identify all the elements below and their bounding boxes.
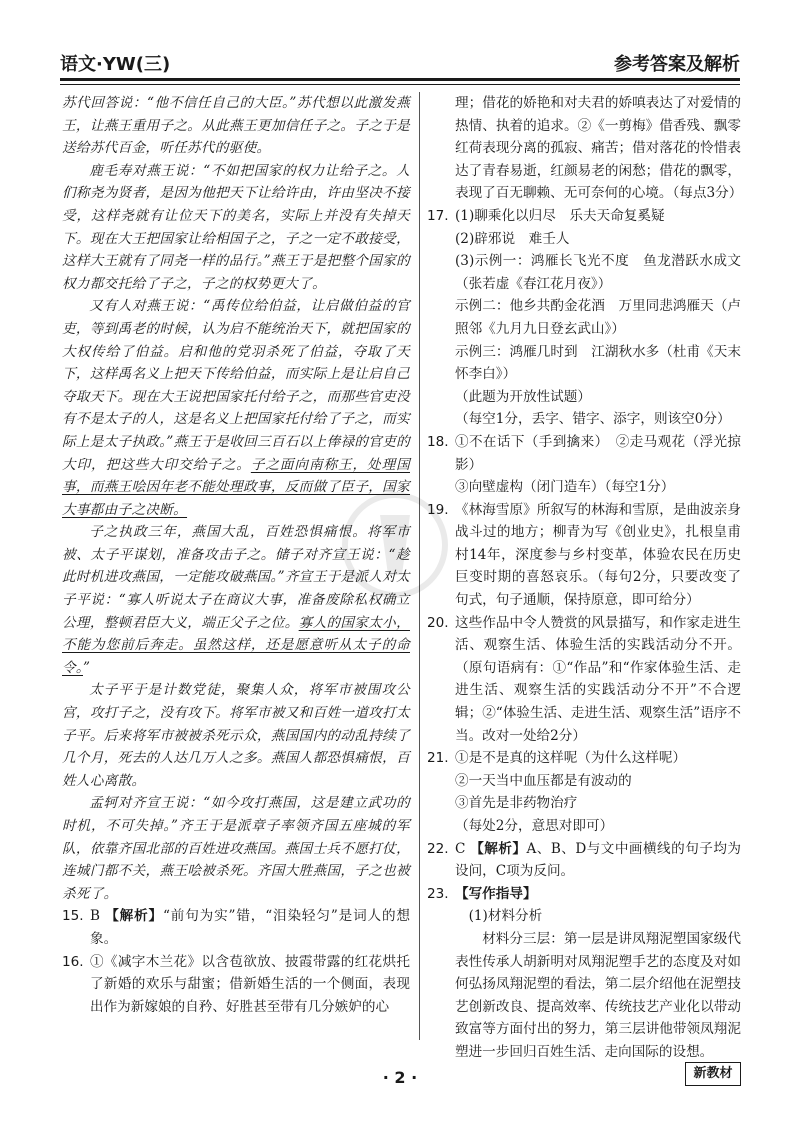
answer-line: ③向壁虚构（闭门造车）（每空1分） <box>455 479 675 496</box>
answer-text: A、B、D与文中画横线的句子均为设问，C项为反问。 <box>455 840 741 880</box>
analysis-tag: 【解析】 <box>470 840 527 857</box>
edition-badge: 新教材 <box>685 1062 741 1086</box>
question-17 <box>427 205 741 431</box>
answer-line: (1)聊乘化以归尽 乐夫天命复奚疑 <box>455 207 665 224</box>
translation-text: 又有人对燕王说：“禹传位给伯益，让启做伯益的官吏，等到禹老的时候，认为启不能统治天下，就把国家的大权传给了伯益。启和他的党羽杀死了伯益，夺取了天下，这样禹名义上把天下传给伯益，而实际上是让启自己夺取天下。现在大王说把国家托付给子之，而那些官吏没有不是太子的人，这是名义上把国家托付给了子之，而实际上是太子执政。”燕王于是收回三百石以上俸禄的官吏的大印，把这些大印交给子之。 <box>62 298 410 473</box>
answer-note: （每空1分，丢字、错字、添字，则该空0分） <box>455 411 731 428</box>
answer-line: (2)辟邪说 难壬人 <box>455 230 570 247</box>
translation-paragraph: 太子平于是计数党徒，聚集人众，将军市被围攻公宫，攻打子之，没有攻下。将军市被又和百姓一道攻打太子平。后来将军市被被杀死示众，燕国国内的动乱持续了几个月，死去的人达几万人之多。燕国人都恐惧痛恨，百姓人心离散。 <box>62 682 410 789</box>
translation-paragraph: 孟轲对齐宣王说：“如今攻打燕国，这是建立武功的时机，不可失掉。”齐王于是派章子率领齐国五座城的军队，依靠齐国北部的百姓进攻燕国。燕国士兵不愿打仗，连城门都不关，燕王哙被杀死。齐国大胜燕国，子之也被杀死了。 <box>62 795 410 902</box>
writing-guide-heading: 【写作指导】 <box>455 885 537 902</box>
translation-paragraph: 鹿毛寿对燕王说：“不如把国家的权力让给子之。人们称尧为贤者，是因为他把天下让给许由，许由坚决不接受，这样尧就有让位天下的美名，实际上并没有失掉天下。现在大王把国家让给相国子之，子之一定不敢接受，这样大王就有了同尧一样的品行。”燕王于是把整个国家的权力都交托给了子之，子之的权势更大了。 <box>62 162 410 292</box>
question-number: 15. <box>62 908 84 925</box>
question-number: 19. <box>427 501 449 518</box>
question-19 <box>427 499 741 612</box>
subject-title: 语文·YW(三) <box>60 54 171 75</box>
answer-line: ②一天当中血压都是有波动的 <box>455 772 632 789</box>
answer-line: 示例三：鸿雁几时到 江湖秋水多（杜甫《天末怀李白》） <box>455 343 741 383</box>
translation-text: ” <box>83 659 91 676</box>
question-number: 21. <box>427 750 449 767</box>
translation-text: 子之执政三年，燕国大乱，百姓恐惧痛恨。将军市被、太子平谋划，准备攻击子之。储子对齐宣王说：“趁此时机进攻燕国，一定能攻破燕国。”齐宣王于是派人对太子平说：“寡人听说太子在商议大事，准备废除私权确立公理，整顿君臣大义，端正父子之位。 <box>62 524 410 631</box>
underlined-sentence: 子之面向南称王，处理国事，而燕王哙因年老不能处理政事，反而做了臣子，国家大事都由子之决断。 <box>62 456 410 518</box>
answer-note: （每处2分，意思对即可） <box>455 818 614 834</box>
question-16-continued <box>427 92 741 205</box>
left-column <box>62 92 410 1018</box>
question-number: 20. <box>427 614 449 631</box>
question-21 <box>427 747 741 837</box>
answer-text: 《林海雪原》所叙写的林海和雪原，是曲波亲身战斗过的地方；柳青为写《创业史》，扎根皇甫村14年，深度参与乡村变革，体验农民在历史巨变时期的喜怒哀乐。（每句2分，只要改变了句式，句子通顺，保持原意，即可给分） <box>455 501 741 609</box>
question-number: 18. <box>427 433 449 450</box>
answer-line: (3)示例一：鸿雁长飞光不度 鱼龙潜跃水成文（张若虚《春江花月夜》） <box>455 253 741 292</box>
page-header <box>60 50 740 76</box>
page-number: · 2 · <box>382 1068 418 1087</box>
answer-text: 理；借花的娇艳和对夫君的娇嗔表达了对爱情的热情、执着的追求。②《一剪梅》借香残、飘零红荷表现分离的孤寂、痛苦；借对落花的怜惜表达了青春易逝，红颜易老的闲愁；借花的飘零，表现了百无聊赖、无可奈何的心境。（每点3分） <box>455 95 743 202</box>
question-20 <box>427 612 741 748</box>
question-number: 23. <box>427 885 449 902</box>
question-16 <box>62 951 410 1019</box>
header-rule-thick <box>60 78 740 81</box>
answer-note: （此题为开放性试题） <box>455 388 591 405</box>
question-number: 17. <box>427 207 449 224</box>
answer-letter: B <box>90 908 100 925</box>
question-22 <box>427 838 741 883</box>
answer-line: 示例二：他乡共酌金花酒 万里同悲鸿雁天（卢照邻《九月九日登玄武山》） <box>455 298 741 337</box>
translation-paragraph <box>62 521 410 679</box>
answer-letter: C <box>455 840 466 857</box>
answer-text: ①《减字木兰花》以含苞欲放、披霞带露的红花烘托了新婚的欢乐与甜蜜；借新婚生活的一个侧面，表现出作为新嫁娘的自矜、好胜甚至带有几分嫉妒的心 <box>90 953 410 1015</box>
translation-paragraph <box>62 295 410 521</box>
answer-line: ③首先是非药物治疗 <box>455 795 578 812</box>
question-23 <box>427 883 741 1064</box>
answer-text: “前句为实”错，“泪染轻匀”是词人的想象。 <box>90 908 410 947</box>
question-number: 16. <box>62 953 84 970</box>
answer-line: ①不在话下（手到擒来） ②走马观花（浮光掠影） <box>455 433 741 473</box>
underlined-sentence: 寡人的国家太小，不能为您前后奔走。虽然这样，还是愿意听从太子的命令。 <box>62 614 410 676</box>
question-15 <box>62 905 410 950</box>
answer-text: 这些作品中令人赞赏的风景描写，和作家走进生活、观察生活、体验生活的实践活动分不开。（原句语病有：①“作品”和“作家体验生活、走进生活、观察生活的实践活动分不开”不合逻辑；②“体验生活、走进生活、观察生活”语序不当。改对一处给2分） <box>455 614 741 744</box>
question-number: 22. <box>427 840 449 857</box>
subsection-title: (1)材料分析 <box>468 908 543 925</box>
answer-line: ①是不是真的这样呢（为什么这样呢） <box>455 750 687 767</box>
right-column <box>427 92 741 1064</box>
question-18 <box>427 431 741 499</box>
header-rule-thin <box>60 84 740 85</box>
translation-paragraph: 苏代回答说：“他不信任自己的大臣。”苏代想以此激发燕王，让燕王重用子之。从此燕王更加信任子之。子之于是送给苏代百金，听任苏代的驱使。 <box>62 95 410 157</box>
answer-text: 材料分三层：第一层是讲凤翔泥塑国家级代表性传承人胡新明对凤翔泥塑手艺的态度及对如何弘扬凤翔泥塑的看法，第二层介绍他在泥塑技艺创新改良、提高效率、传统技艺产业化以带动致富等方面付出的努力，第三层讲他带领凤翔泥塑进一步回归百姓生活、走向国际的设想。 <box>455 930 741 1060</box>
section-title: 参考答案及解析 <box>614 54 740 75</box>
analysis-tag: 【解析】 <box>105 908 163 925</box>
